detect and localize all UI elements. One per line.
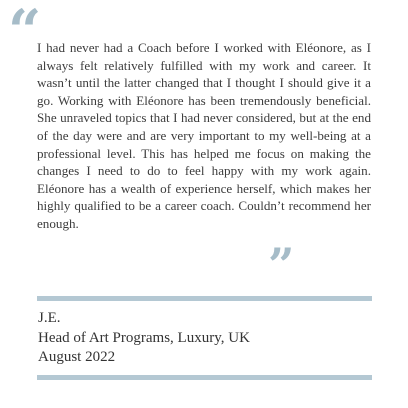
- open-quote-icon: “: [8, 0, 42, 65]
- bottom-divider: [37, 375, 372, 380]
- testimonial-date: August 2022: [38, 349, 116, 365]
- author-role: Head of Art Programs, Luxury, UK: [38, 329, 250, 346]
- author-initials: J.E.: [38, 310, 61, 326]
- testimonial-text: I had never had a Coach before I worked with Eléonore, as I always felt relatively fulfilled with my work and career. It wasn’t until the latter changed that I thought I should give it a go. Working with Eléonore has been tremendously beneficial. She unraveled topics that I had never considered, but at the end of the day were and are very important to my well-being at a professional level. This has helped me focus on making the changes I need to do to feel happy with my work again. Eléonore has a wealth of experience herself, which makes her highly qualified to be a career coach. Couldn’t recommend her enough.: [37, 40, 371, 231]
- top-divider: [37, 296, 372, 301]
- close-quote-icon: ”: [268, 238, 295, 292]
- attribution: [38, 309, 372, 368]
